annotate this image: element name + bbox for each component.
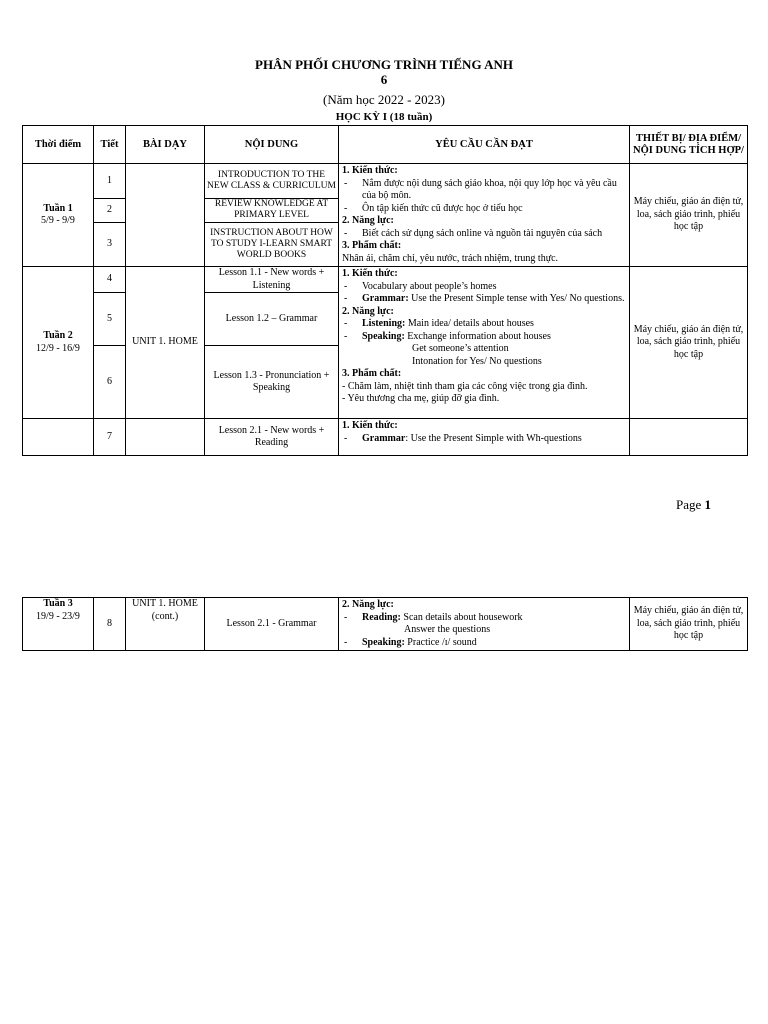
- content-cell: INTRODUCTION TO THE NEW CLASS & CURRICULUM: [205, 164, 339, 199]
- header-content: NỘI DUNG: [205, 126, 339, 164]
- period-cell: 4: [94, 267, 126, 293]
- content-cell: REVIEW KNOWLEDGE AT PRIMARY LEVEL: [205, 199, 339, 223]
- table-row: [23, 164, 748, 199]
- content-cell: INSTRUCTION ABOUT HOW TO STUDY I-LEARN SMART WORLD BOOKS: [205, 222, 339, 266]
- req-label: Grammar: [362, 432, 406, 444]
- req-item: [342, 318, 626, 331]
- req-item: [342, 433, 626, 446]
- period-cell: 3: [94, 222, 126, 266]
- req-subitem: Get someone’s attention: [412, 343, 509, 354]
- school-year: (Năm học 2022 - 2023): [322, 92, 446, 107]
- header-lesson: BÀI DẠY: [126, 126, 205, 164]
- req-item: - Nắm được nội dung sách giáo khoa, nội quy lớp học và yêu cầu của bộ môn.: [342, 178, 626, 203]
- curriculum-table-continued: [22, 597, 748, 651]
- req-item: Nhân ái, chăm chỉ, yêu nước, trách nhiệm, trung thực.: [342, 252, 559, 264]
- period-cell: 2: [94, 199, 126, 223]
- week1-cell: [23, 164, 94, 267]
- req-heading: 2. Năng lực:: [342, 599, 394, 610]
- content-cell: Lesson 2.1 - Grammar: [205, 598, 339, 651]
- doc-title-grade: 6: [380, 72, 388, 87]
- header-requirements: YÊU CẦU CẦN ĐẠT: [339, 126, 630, 164]
- page-number: [676, 497, 711, 513]
- req-text: : Use the Present Simple with Wh-questions: [405, 432, 582, 444]
- req-label: Speaking:: [362, 330, 405, 342]
- semester-heading: HỌC KỲ I (18 tuần): [335, 111, 433, 123]
- period-cell: 6: [94, 346, 126, 419]
- req-item: [342, 331, 626, 344]
- table-header-row: [23, 126, 748, 164]
- page-label: Page: [676, 497, 705, 512]
- req-heading: 3. Phẩm chất:: [342, 368, 402, 379]
- table-row: [23, 598, 748, 651]
- lesson-cell-empty: [126, 164, 205, 267]
- req-item: [342, 612, 626, 625]
- req-heading: 1. Kiến thức:: [342, 268, 398, 279]
- req-item: - Vocabulary about people’s homes: [342, 281, 626, 294]
- req-text: Main idea/ details about houses: [405, 318, 534, 329]
- week2-dates: 12/9 - 16/9: [36, 342, 80, 354]
- header-equipment: THIẾT BỊ/ ĐỊA ĐIỂM/ NỘI DUNG TÍCH HỢP/: [630, 126, 748, 164]
- week1-name: Tuần 1: [43, 202, 73, 214]
- header-time: Thời điểm: [23, 126, 94, 164]
- week3-equipment: Máy chiếu, giáo án điện tử, loa, sách giáo trình, phiếu học tập: [630, 598, 748, 651]
- curriculum-table: [22, 125, 748, 456]
- week3-unit: UNIT 1. HOME (cont.): [126, 598, 205, 651]
- empty-cell: [126, 419, 205, 456]
- week3-requirements: [339, 598, 630, 651]
- empty-cell: [630, 419, 748, 456]
- content-cell: Lesson 1.2 – Grammar: [205, 293, 339, 346]
- req-item: [342, 637, 626, 650]
- week1-requirements: [339, 164, 630, 267]
- req-text: Practice /ɪ/ sound: [404, 636, 477, 648]
- week2-cell: [23, 267, 94, 419]
- week2-requirements: [339, 267, 630, 419]
- period-cell: 1: [94, 164, 126, 199]
- content-cell: Lesson 1.3 - Pronunciation + Speaking: [205, 346, 339, 419]
- req-text: Exchange information about houses: [404, 330, 551, 342]
- week1-equipment: Máy chiếu, giáo án điện tử, loa, sách giáo trình, phiếu học tập: [630, 164, 748, 267]
- period-cell: 8: [94, 598, 126, 651]
- row7-requirements: [339, 419, 630, 456]
- week1-dates: 5/9 - 9/9: [41, 215, 75, 226]
- table-row: [23, 267, 748, 293]
- period-cell: 7: [94, 419, 126, 456]
- empty-cell: [23, 419, 94, 456]
- req-text: Use the Present Simple tense with Yes/ No questions.: [408, 293, 625, 304]
- week2-equipment: Máy chiếu, giáo án điện tử, loa, sách giáo trình, phiếu học tập: [630, 267, 748, 419]
- week3-name: Tuần 3: [43, 598, 73, 609]
- doc-title: PHÂN PHỐI CHƯƠNG TRÌNH TIẾNG ANH: [255, 57, 513, 72]
- header-period: Tiết: [94, 126, 126, 164]
- page-number-value: 1: [704, 497, 712, 512]
- req-heading: 1. Kiến thức:: [342, 420, 398, 431]
- req-label: Listening:: [362, 318, 406, 329]
- req-item: - Biết cách sử dụng sách online và nguồn tài nguyên của sách: [342, 228, 626, 241]
- req-item: - Ôn tập kiến thức cũ được học ở tiểu học: [342, 203, 626, 216]
- req-heading: 3. Phẩm chất:: [342, 240, 402, 251]
- req-heading: 2. Năng lực:: [342, 305, 394, 317]
- table-row: [23, 419, 748, 456]
- req-heading: 1. Kiến thức:: [342, 165, 398, 176]
- req-label: Grammar:: [362, 293, 409, 304]
- week2-name: Tuần 2: [43, 330, 73, 341]
- req-heading: 2. Năng lực:: [342, 215, 394, 226]
- req-label: Reading:: [362, 611, 401, 623]
- req-item: - Chăm làm, nhiệt tình tham gia các công việc trong gia đình.: [342, 380, 588, 392]
- req-subitem: Answer the questions: [404, 624, 491, 635]
- req-text: Scan details about housework: [400, 611, 523, 623]
- week3-cell: [23, 598, 94, 651]
- content-cell: Lesson 1.1 - New words + Listening: [205, 267, 339, 293]
- week3-dates: 19/9 - 23/9: [36, 610, 80, 622]
- period-cell: 5: [94, 293, 126, 346]
- req-item: - Yêu thương cha mẹ, giúp đỡ gia đình.: [342, 393, 500, 404]
- req-subitem: Intonation for Yes/ No questions: [412, 355, 542, 367]
- week2-unit: UNIT 1. HOME: [126, 267, 205, 419]
- req-label: Speaking:: [362, 636, 405, 648]
- req-item: [342, 293, 626, 306]
- content-cell: Lesson 2.1 - New words + Reading: [205, 419, 339, 456]
